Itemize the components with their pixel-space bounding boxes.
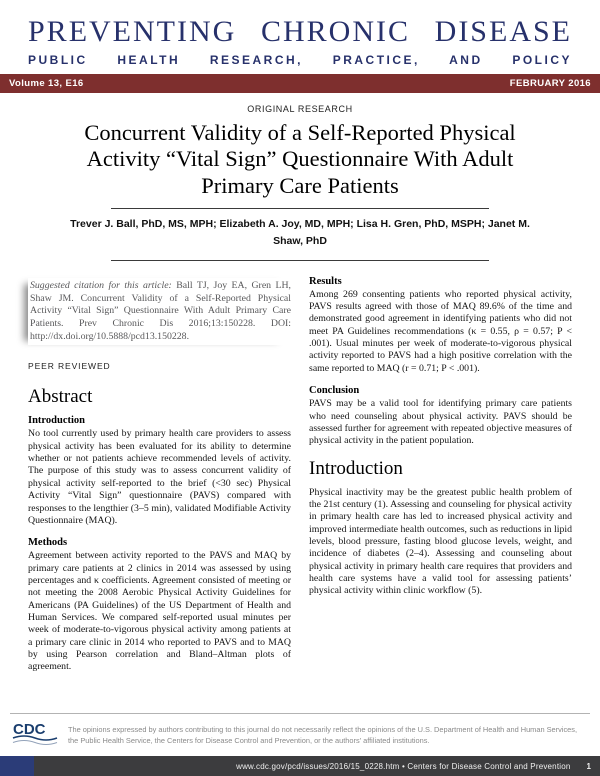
cdc-logo-icon bbox=[12, 719, 58, 752]
suggested-citation bbox=[28, 278, 291, 346]
introduction-heading: Introduction bbox=[309, 457, 403, 479]
page-number: 1 bbox=[586, 761, 591, 771]
abstract-methods-text: Agreement between activity reported to the PAVS and MAQ by primary care patients at 2 clinics in 2014 was assessed by using percentages and κ coefficients. Agreement consisted of meeting or not meeting the 2008 Aerobic Physical Activity Guidelines for Americans (PA Guidelines) of the US Department of Health and Human Services. We compared self-reported usual minutes per week of moderate-to-vigorous physical activity among patients at a primary care clinic in 2014 who reported to PAVS and to MAQ by using Pearson correlation and Bland–Altman plots of agreement. bbox=[28, 550, 291, 673]
divider-below-authors bbox=[111, 260, 489, 261]
left-column bbox=[28, 276, 291, 684]
footer-disclaimer: The opinions expressed by authors contributing to this journal do not necessarily reflect the opinions of the U.S. Department of Health and Human Services, the Public Health Service, the Centers for Disease Control and Prevention, or the authors’ affiliated institutions. bbox=[68, 724, 578, 745]
citation-body: Ball TJ, Joy EA, Gren LH, Shaw JM. Concurrent Validity of a Self-Reported Physical Activity “Vital Sign” Questionnaire With Adult Primary Care Patients. Prev Chronic Dis 2016;13:150228. DOI: http://dx.doi.org/10.5888/pcd13.150228. bbox=[30, 279, 292, 342]
abstract-introduction-text: No tool currently used by primary health care providers to assess physical activity has been evaluated for its ability to determine whether or not patients achieve recommended levels of activity. The purpose of this study was to assess concurrent validity of physical activity self-reported to the brief (<30 sec) Physical Activity “Vital Sign” questionnaire (PAVS) compared with responses to the lengthier (3–5 min), validated Modifiable Activity Questionnaire (MAQ). bbox=[28, 428, 291, 526]
authors-line: Trever J. Ball, PhD, MS, MPH; Elizabeth A. Joy, MD, MPH; Lisa H. Gren, PhD, MSPH; Janet M. Shaw, PhD bbox=[70, 218, 530, 248]
footer-content bbox=[0, 719, 600, 756]
footer-divider bbox=[10, 713, 590, 714]
abstract-introduction-heading: Introduction bbox=[28, 415, 85, 427]
footer-accent bbox=[0, 756, 34, 776]
introduction-text: Physical inactivity may be the greatest public health problem of the 21st century (1). Assessing and counseling for physical activity in primary health care has led to increased physical activity and improved intermediate health outcomes, such as reductions in lipid levels, blood pressure, fasting blood glucose levels, weight, and incidence of diabetes (2–4). Assessing and counseling about physical activity in primary health care requires that providers and health care systems have a valid tool for assessing patients’ physical activity within clinic workflow (5). bbox=[309, 486, 572, 597]
peer-reviewed-label: PEER REVIEWED bbox=[28, 361, 111, 372]
divider-above-authors bbox=[111, 208, 489, 209]
issue-date: FEBRUARY 2016 bbox=[509, 77, 591, 89]
article-type-label: ORIGINAL RESEARCH bbox=[247, 103, 353, 114]
volume-bar bbox=[0, 74, 600, 93]
bottom-bar bbox=[0, 756, 600, 776]
right-column bbox=[309, 276, 572, 684]
abstract-results-text: Among 269 consenting patients who reported physical activity, PAVS results agreed with those of MAQ 89.6% of the time and demonstrated good agreement in identifying patients who did not meet PA Guidelines recommendations (κ = 0.55, ρ = 0.57; P < .001). Usual minutes per week of moderate-to-vigorous physical activity reported to PAVS had a high positive correlation with the same reported to MAQ (r = 0.71; P < .001). bbox=[309, 288, 572, 374]
abstract-conclusion-text: PAVS may be a valid tool for identifying primary care patients who need counseling about physical activity. PAVS should be assessed further for agreement with repeated objective measures of physical activity in the patient population. bbox=[309, 398, 572, 447]
masthead bbox=[28, 16, 572, 67]
abstract-heading: Abstract bbox=[28, 386, 93, 408]
citation-lead: Suggested citation for this article: bbox=[30, 279, 172, 291]
volume-label: Volume 13, E16 bbox=[9, 77, 84, 89]
page-footer bbox=[0, 713, 600, 756]
article-title: Concurrent Validity of a Self-Reported Physical Activity “Vital Sign” Questionnaire With Adult Primary Care Patients bbox=[84, 119, 516, 198]
abstract-conclusion-heading: Conclusion bbox=[309, 385, 360, 397]
svg-text:CDC: CDC bbox=[13, 721, 46, 738]
journal-title: PREVENTING CHRONIC DISEASE bbox=[28, 15, 572, 48]
journal-tagline: PUBLIC HEALTH RESEARCH, PRACTICE, AND POLICY bbox=[28, 52, 572, 67]
article-body bbox=[28, 276, 572, 684]
abstract-results-heading: Results bbox=[309, 275, 342, 287]
footer-url: www.cdc.gov/pcd/issues/2016/15_0228.htm • Centers for Disease Control and Prevention bbox=[236, 761, 571, 771]
abstract-methods-heading: Methods bbox=[28, 537, 68, 549]
